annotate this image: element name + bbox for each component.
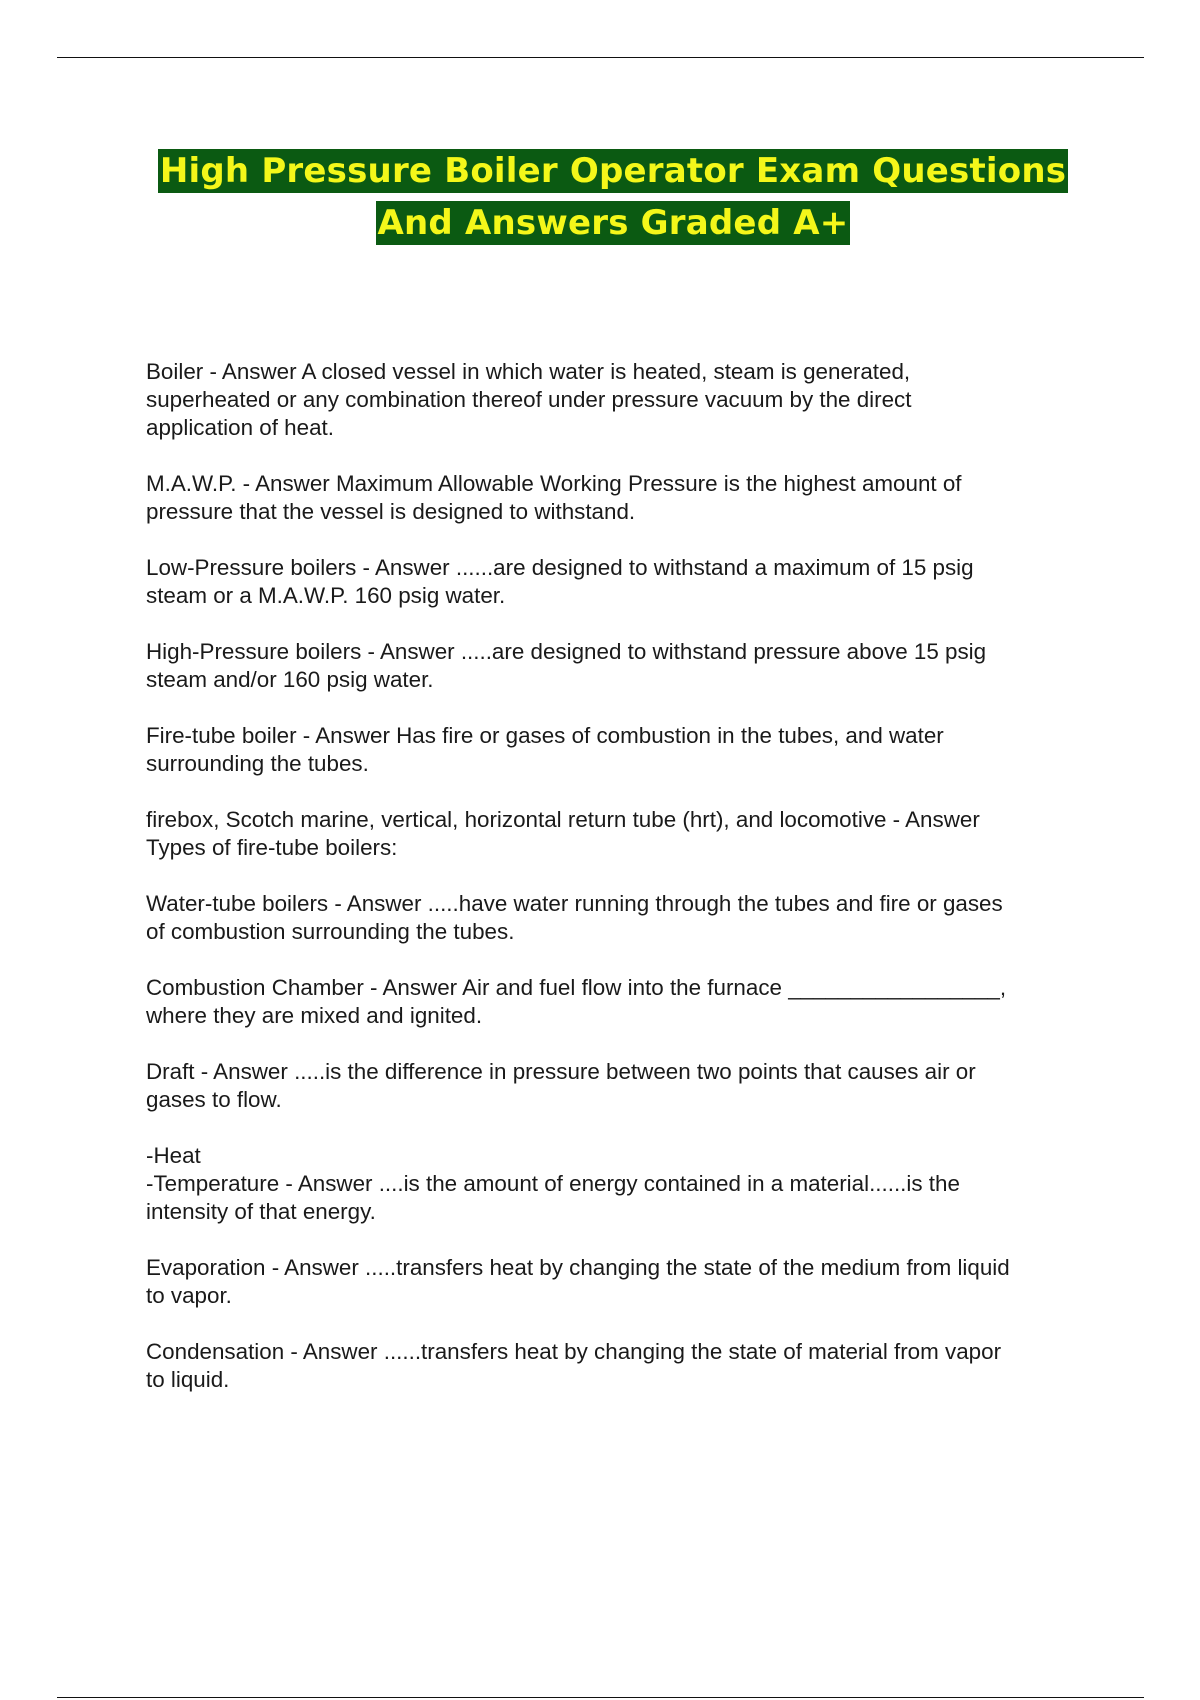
qa-item-condensation: Condensation - Answer ......transfers heat by changing the state of material from vapor to liquid. <box>146 1339 1002 1392</box>
top-rule <box>57 57 1144 58</box>
qa-item-draft: Draft - Answer .....is the difference in pressure between two points that causes air or gases to flow. <box>146 1059 976 1112</box>
qa-item-boiler: Boiler - Answer A closed vessel in which water is heated, steam is generated, superheated or any combination thereof under pressure vacuum by the direct application of heat. <box>146 359 912 440</box>
qa-item-mawp: M.A.W.P. - Answer Maximum Allowable Working Pressure is the highest amount of pressure that the vessel is designed to withstand. <box>146 471 962 524</box>
qa-item-evaporation: Evaporation - Answer .....transfers heat by changing the state of the medium from liquid to vapor. <box>146 1255 1010 1308</box>
qa-item-combustion-chamber: Combustion Chamber - Answer Air and fuel flow into the furnace _________________, where they are mixed and ignited. <box>146 975 1007 1028</box>
bottom-rule <box>57 1697 1144 1698</box>
qa-item-water-tube-boilers: Water-tube boilers - Answer .....have water running through the tubes and fire or gases of combustion surrounding the tubes. <box>146 891 1003 944</box>
question-answer-list <box>146 358 1086 1422</box>
qa-item-high-pressure-boilers: High-Pressure boilers - Answer .....are designed to withstand pressure above 15 psig steam and/or 160 psig water. <box>146 639 987 692</box>
qa-item-fire-tube-boiler: Fire-tube boiler - Answer Has fire or gases of combustion in the tubes, and water surrounding the tubes. <box>146 723 944 776</box>
qa-item-fire-tube-types: firebox, Scotch marine, vertical, horizontal return tube (hrt), and locomotive - Answer Types of fire-tube boilers: <box>146 807 980 860</box>
document-title <box>140 145 1086 249</box>
qa-item-low-pressure-boilers: Low-Pressure boilers - Answer ......are designed to withstand a maximum of 15 psig steam or a M.A.W.P. 160 psig water. <box>146 555 974 608</box>
title-line-1: High Pressure Boiler Operator Exam Questions <box>159 151 1067 191</box>
qa-item-heat-temperature: -Heat -Temperature - Answer ....is the amount of energy contained in a material......is the intensity of that energy. <box>146 1143 960 1224</box>
title-line-2: And Answers Graded A+ <box>377 203 849 243</box>
